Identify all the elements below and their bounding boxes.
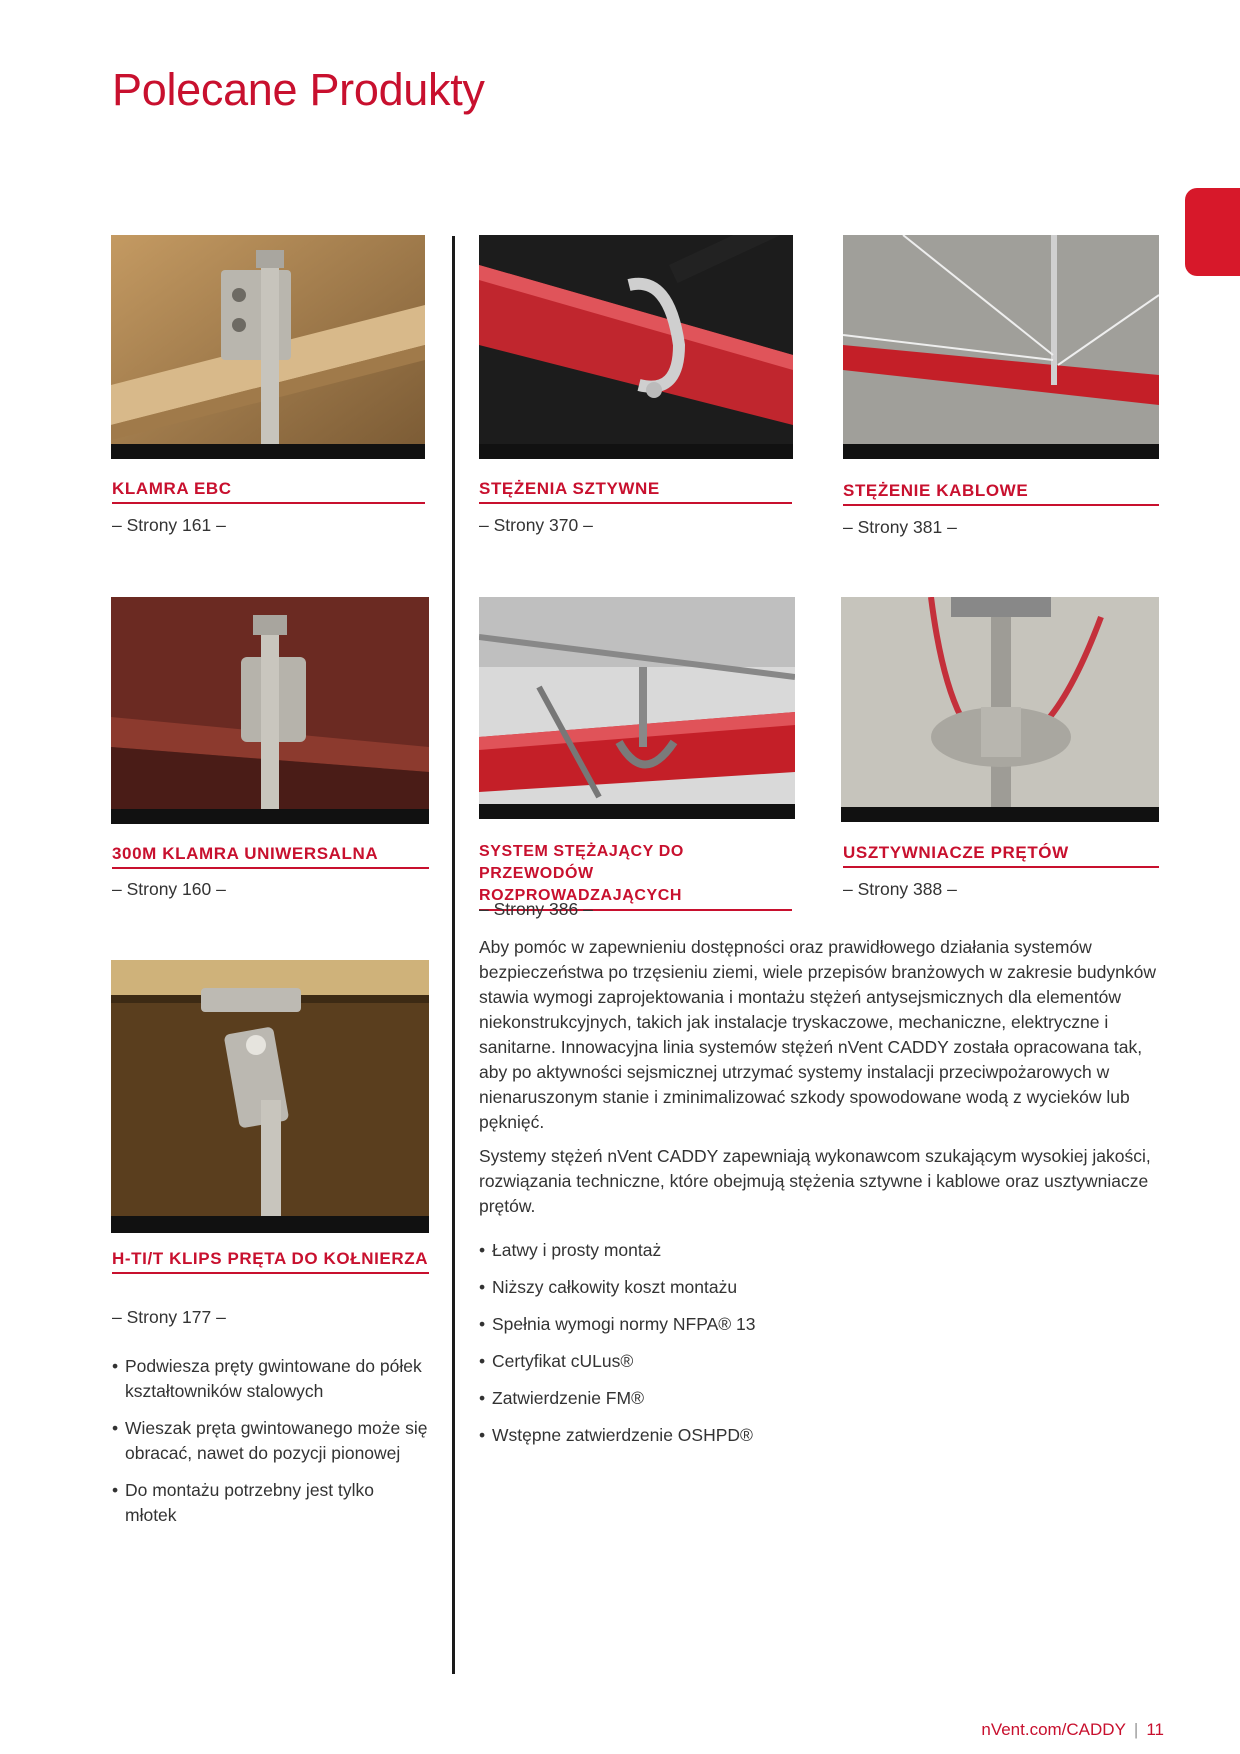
htit-bullet-list	[112, 1354, 429, 1528]
product-pages-htit-klips: – Strony 177 –	[112, 1307, 226, 1327]
product-heading-klamra-uniwersalna: 300M KLAMRA UNIWERSALNA	[112, 842, 429, 869]
product-heading-system-stezajacy: SYSTEM STĘŻAJĄCY DO PRZEWODÓW ROZPROWADZAJĄCYCH	[479, 841, 792, 911]
intro-paragraph: Aby pomóc w zapewnieniu dostępności oraz prawidłowego działania systemów bezpieczeństwa po trzęsieniu ziemi, wiele przepisów branżowych w zakresie budynków stawia wymogi zaprojektowania i montażu stężeń antysejsmicznych dla elementów niekonstrukcyjnych, takich jak instalacje tryskaczowe, mechaniczne, elektryczne i sanitarne. Innowacyjna linia systemów stężeń nVent CADDY została opracowana tak, aby po aktywności sejsmicznej utrzymać systemy instalacji przeciwpożarowych w nienaruszonym stanie i zminimalizować szkody spowodowane wodą z wycieków lub pęknięć.	[479, 937, 1156, 1132]
page-title: Polecane Produkty	[112, 64, 485, 115]
usztywniacze-pretow-photo	[841, 597, 1159, 822]
feature-bullet: • Łatwy i prosty montaż	[479, 1238, 1159, 1263]
product-pages-klamra-ebc: – Strony 161 –	[112, 515, 226, 535]
product-heading-stezenia-sztywne: STĘŻENIA SZTYWNE	[479, 477, 792, 504]
system-stezajacy-photo	[479, 597, 795, 819]
footer-separator: |	[1133, 1720, 1139, 1739]
htit-bullet: • Do montażu potrzebny jest tylko młotek	[112, 1478, 429, 1528]
htit-klips-photo	[111, 960, 429, 1233]
product-pages-system-stezajacy: – Strony 386 –	[479, 899, 593, 919]
htit-bullet: • Podwiesza pręty gwintowane do półek kształtowników stalowych	[112, 1354, 429, 1404]
product-heading-usztywniacze-pretow: USZTYWNIACZE PRĘTÓW	[843, 841, 1159, 868]
product-heading-stezenie-kablowe: STĘŻENIE KABLOWE	[843, 479, 1159, 506]
column-divider	[452, 236, 455, 1674]
stezenia-sztywne-photo	[479, 235, 793, 459]
klamra-uniwersalna-photo	[111, 597, 429, 824]
stezenie-kablowe-photo	[843, 235, 1159, 459]
product-heading-htit-klips: H-TI/T KLIPS PRĘTA DO KOŁNIERZA	[112, 1247, 429, 1274]
feature-bullet: • Zatwierdzenie FM®	[479, 1386, 1159, 1411]
product-pages-stezenia-sztywne: – Strony 370 –	[479, 515, 593, 535]
feature-bullet: • Certyfikat cULus®	[479, 1349, 1159, 1374]
feature-bullet-list	[479, 1238, 1159, 1448]
footer-url[interactable]: nVent.com/CADDY	[981, 1720, 1126, 1739]
page-number: 11	[1146, 1720, 1164, 1739]
page-footer	[981, 1720, 1164, 1740]
product-pages-klamra-uniwersalna: – Strony 160 –	[112, 879, 226, 899]
htit-bullet: • Wieszak pręta gwintowanego może się obracać, nawet do pozycji pionowej	[112, 1416, 429, 1466]
feature-bullet: • Wstępne zatwierdzenie OSHPD®	[479, 1423, 1159, 1448]
product-pages-stezenie-kablowe: – Strony 381 –	[843, 517, 957, 537]
product-heading-klamra-ebc: KLAMRA EBC	[112, 477, 425, 504]
feature-bullet: • Niższy całkowity koszt montażu	[479, 1275, 1159, 1300]
product-pages-usztywniacze-pretow: – Strony 388 –	[843, 879, 957, 899]
klamra-ebc-photo	[111, 235, 425, 459]
section-tab	[1185, 188, 1240, 276]
feature-bullet: • Spełnia wymogi normy NFPA® 13	[479, 1312, 1159, 1337]
summary-paragraph: Systemy stężeń nVent CADDY zapewniają wykonawcom szukającym wysokiej jakości, rozwiązania techniczne, które obejmują stężenia sztywne i kablowe oraz usztywniacze prętów.	[479, 1146, 1151, 1216]
